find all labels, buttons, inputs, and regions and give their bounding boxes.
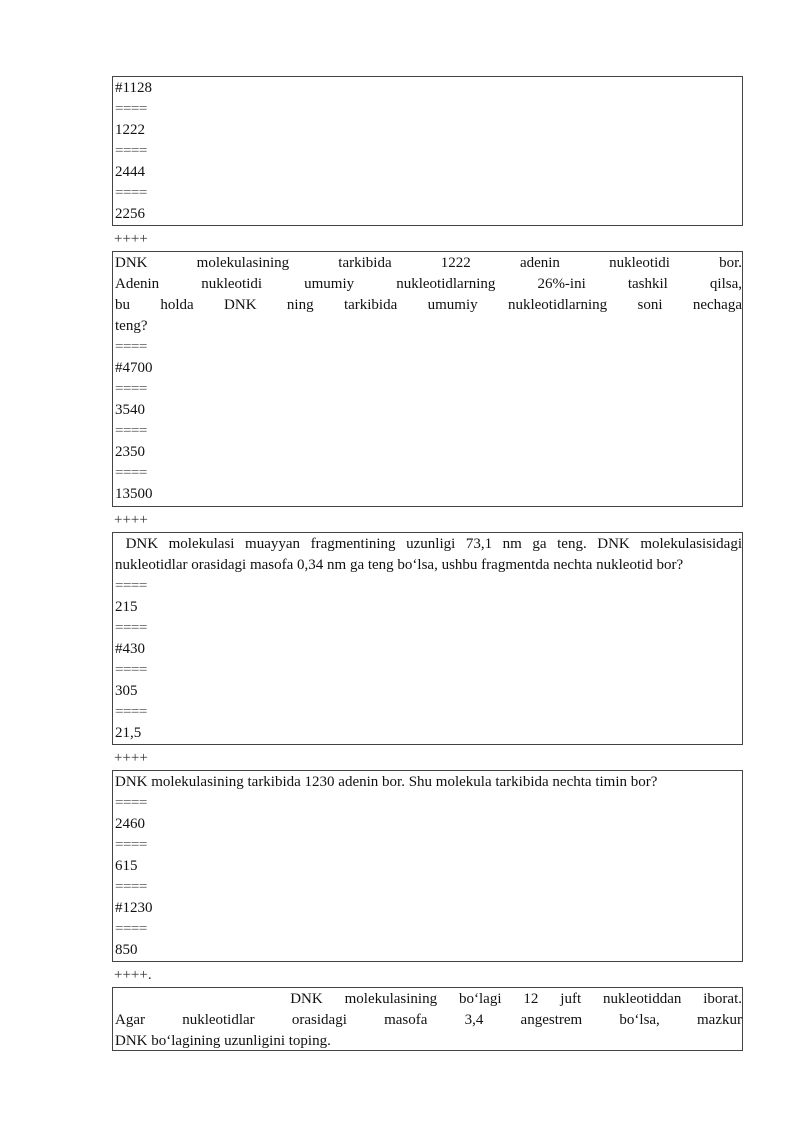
answer-option: 2256 bbox=[115, 206, 145, 222]
answer-option: 850 bbox=[115, 942, 138, 958]
option-separator: ==== bbox=[115, 381, 147, 397]
question-text: nukleotidlar orasidagi masofa 0,34 nm ga teng bo‘lsa, ushbu fragmentda nechta nukleotid bor? bbox=[115, 557, 684, 573]
answer-option: #1230 bbox=[115, 900, 153, 916]
answer-option: #4700 bbox=[115, 360, 153, 376]
option-separator: ==== bbox=[115, 837, 147, 853]
question-text: bu holda DNK ning tarkibida umumiy nukleotidlarning soni nechaga bbox=[115, 297, 742, 313]
question-text: DNK molekulasining bo‘lagi 12 juft nukleotiddan iborat. bbox=[115, 991, 742, 1007]
option-separator: ==== bbox=[115, 662, 147, 678]
question-box-3 bbox=[112, 532, 743, 745]
answer-option: 615 bbox=[115, 858, 138, 874]
answer-option: 2350 bbox=[115, 444, 145, 460]
question-box-5 bbox=[112, 987, 743, 1051]
option-separator: ==== bbox=[115, 578, 147, 594]
option-separator: ==== bbox=[115, 423, 147, 439]
answer-option: 3540 bbox=[115, 402, 145, 418]
question-text: DNK bo‘lagining uzunligini toping. bbox=[115, 1033, 331, 1049]
option-separator: ==== bbox=[115, 143, 147, 159]
question-text: DNK molekulasining tarkibida 1230 adenin bor. Shu molekula tarkibida nechta timin bor? bbox=[115, 774, 658, 790]
answer-option: 2444 bbox=[115, 164, 145, 180]
option-separator: ==== bbox=[115, 704, 147, 720]
answer-option: 21,5 bbox=[115, 725, 142, 741]
answer-option: 215 bbox=[115, 599, 138, 615]
option-separator: ==== bbox=[115, 879, 147, 895]
answer-option: #1128 bbox=[115, 80, 152, 96]
question-text: DNK molekulasining tarkibida 1222 adenin nukleotidi bor. bbox=[115, 255, 742, 271]
option-separator: ==== bbox=[115, 795, 147, 811]
question-box-1 bbox=[112, 76, 743, 226]
question-box-4 bbox=[112, 770, 743, 962]
answer-option: 1222 bbox=[115, 122, 145, 138]
question-text: Agar nukleotidlar orasidagi masofa 3,4 angestrem bo‘lsa, mazkur bbox=[115, 1012, 742, 1028]
option-separator: ==== bbox=[115, 921, 147, 937]
question-text: DNK molekulasi muayyan fragmentining uzunligi 73,1 nm ga teng. DNK molekulasisidagi bbox=[115, 536, 742, 552]
question-separator: ++++. bbox=[114, 967, 152, 983]
question-box-2 bbox=[112, 251, 743, 507]
option-separator: ==== bbox=[115, 101, 147, 117]
question-separator: ++++ bbox=[114, 512, 148, 528]
answer-option: 305 bbox=[115, 683, 138, 699]
option-separator: ==== bbox=[115, 185, 147, 201]
option-separator: ==== bbox=[115, 620, 147, 636]
question-text: Adenin nukleotidi umumiy nukleotidlarning 26%-ini tashkil qilsa, bbox=[115, 276, 742, 292]
answer-option: 2460 bbox=[115, 816, 145, 832]
question-separator: ++++ bbox=[114, 750, 148, 766]
answer-option: #430 bbox=[115, 641, 145, 657]
option-separator: ==== bbox=[115, 339, 147, 355]
question-text: teng? bbox=[115, 318, 148, 334]
answer-option: 13500 bbox=[115, 486, 153, 502]
option-separator: ==== bbox=[115, 465, 147, 481]
question-separator: ++++ bbox=[114, 231, 148, 247]
